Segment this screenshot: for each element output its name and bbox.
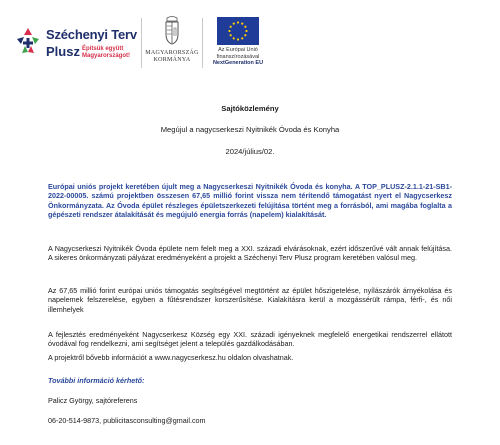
szechenyi-terv-plusz-logo [14, 24, 150, 68]
szechenyi-tagline: Építsük együtt Magyarországot! [82, 46, 131, 59]
paragraph-funding-details: Az 67,65 millió forint európai uniós támogatás segítségével megtörtént az épület hőszigetelése, nyílászárók árnyékolása és napelemek felszerelése, egyben a fűtésrendszer korszerűsítése. Kialakításra kerül a mozgássérült rámpa, férfi-, és női illemhelyek [48, 286, 452, 314]
eu-funding-logo [200, 17, 276, 79]
contact-heading: További információ kérhető: [48, 376, 145, 385]
hungary-line-1: MAGYARORSZÁG [145, 50, 199, 56]
contact-name: Palicz György, sajtóreferens [48, 396, 138, 405]
paragraph-results: A fejlesztés eredményeként Nagycserkesz Község egy XXI. századi igényeknek megfelelő energetikai rendszerrel ellátott óvodával fog rendelkezni, ami segítséget jelent a település gazdálkodásában. [48, 330, 452, 349]
eu-star-icon [228, 30, 230, 32]
szechenyi-plus: Plusz [46, 44, 80, 59]
eu-star-icon [244, 26, 246, 28]
eu-star-icon [237, 21, 239, 23]
eu-star-icon [237, 38, 239, 40]
hungary-line-2: KORMÁNYA [153, 57, 191, 63]
document-date: 2024/július/02. [225, 147, 275, 156]
eu-star-icon [230, 26, 232, 28]
eu-star-icon [241, 37, 243, 39]
szechenyi-mark-icon [14, 26, 42, 60]
eu-flag-icon [217, 17, 259, 45]
eu-star-icon [245, 30, 247, 32]
eu-line-3: NextGeneration EU [212, 60, 264, 66]
coat-of-arms-icon [162, 16, 182, 46]
contact-details: 06-20-514-9873, publicitasconsulting@gmail.com [48, 416, 206, 425]
eu-line-2: finanszírozásával [216, 53, 260, 60]
lead-paragraph: Európai uniós projekt keretében újult meg a Nagycserkeszi Nyitnikék Óvoda és konyha. A TOP_PLUSZ-2.1.1-21-SB1-2022-00005. számú projektben összesen 67,65 millió forint vissza nem térítendő támogatást nyert el Nagycserkesz Önkormányzata. Az Óvoda épület részleges épületszerkezeti felújítása történt meg a forrásból, ami magába foglalta a gépészeti rendszer átalakítását és megújuló energia forrás (napelem) kialakítását. [48, 182, 452, 219]
eu-star-icon [244, 34, 246, 36]
document-subtitle: Megújul a nagycserkeszi Nyitnikék Óvoda és Konyha [160, 125, 340, 134]
eu-star-icon [233, 23, 235, 25]
eu-star-icon [230, 34, 232, 36]
paragraph-background: A Nagycserkeszi Nyitnikék Óvoda épülete nem felelt meg a XXI. századi elvárásoknak, ezért időszerűvé vált annak felújítása. A sikeres önkormányzati pályázat eredményeként a projekt a Széchenyi Terv Plusz program keretében valósul meg. [48, 244, 452, 263]
szechenyi-title: Széchenyi Terv [46, 27, 137, 42]
document-title: Sajtóközlemény [221, 104, 279, 113]
eu-star-icon [241, 23, 243, 25]
eu-star-icon [233, 37, 235, 39]
hungary-government-logo [142, 16, 202, 78]
paragraph-more-info: A projektről bővebb információt a www.nagycserkesz.hu oldalon olvashatnak. [48, 353, 294, 362]
eu-line-1: Az Európai Unió [218, 47, 258, 53]
logo-header [0, 0, 500, 82]
